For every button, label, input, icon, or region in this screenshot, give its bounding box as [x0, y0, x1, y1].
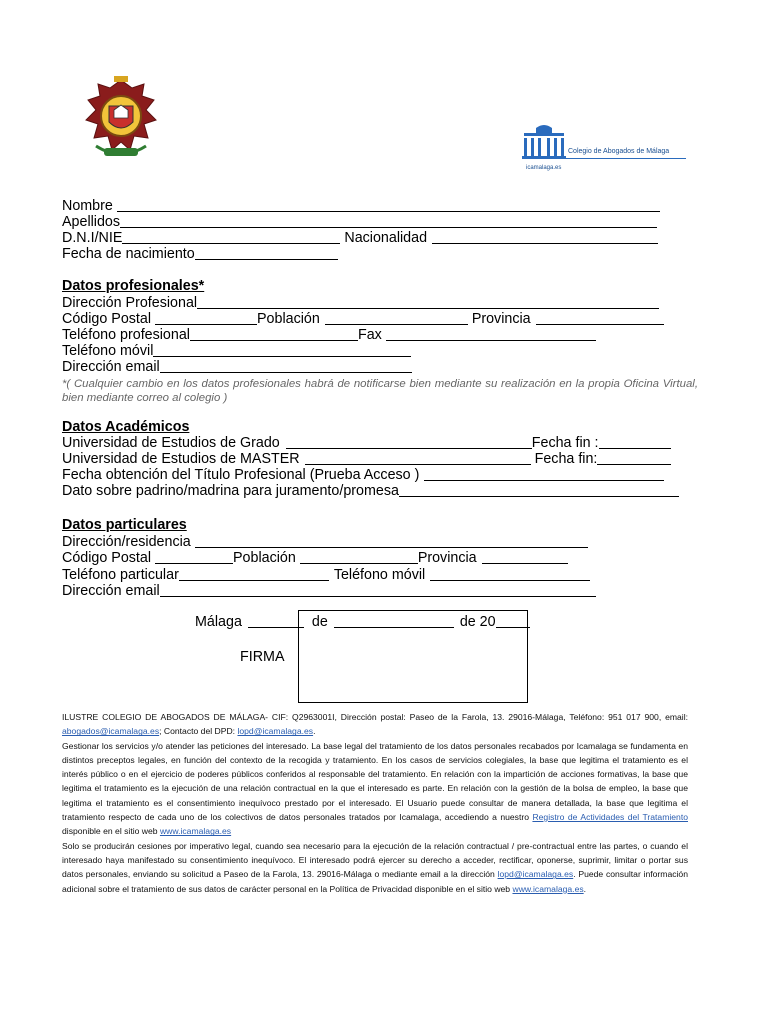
logo-site: icamalaga.es: [526, 165, 562, 171]
input-line-fecha-fin-grado[interactable]: [599, 436, 671, 449]
field-apellidos[interactable]: [62, 214, 657, 230]
legal-notice: [62, 710, 688, 896]
legal-text: Solo se producirán cesiones por imperativo legal, cuando sea necesario para la ejecución de la relación contractual / pre-contractual entre las partes, o cuando el interesado haya manifestado su consentimiento inequívoco. El interesado podrá ejercer su derecho a acceder, rectificar, oponerse, suprimir, limitar o portar sus datos personales, enviando su solicitud a Paseo de la Farola, 13. 29016-Málaga o mediante email a la dirección: [62, 840, 688, 880]
input-line-particular-email[interactable]: [160, 584, 596, 597]
legal-paragraph-2: [62, 739, 688, 839]
label-fecha-fin-grado: Fecha fin :: [531, 435, 599, 451]
label-padrino: Dato sobre padrino/madrina para juramento/promesa: [62, 483, 399, 499]
label-provincia: Provincia: [471, 311, 531, 327]
label-particular-email: Dirección email: [62, 583, 160, 599]
input-line-fecha-fin-master[interactable]: [597, 452, 671, 465]
label-codigo-postal: Código Postal: [62, 311, 152, 327]
field-cp-poblacion-provincia[interactable]: [62, 311, 664, 327]
field-nombre[interactable]: [62, 198, 660, 214]
input-line-telefono-particular[interactable]: [179, 568, 329, 581]
label-direccion-email: Dirección email: [62, 359, 160, 375]
input-line-nacionalidad[interactable]: [432, 231, 658, 244]
field-telefono-movil[interactable]: [62, 343, 411, 359]
coat-of-arms-crest: [76, 76, 166, 166]
heading-datos-academicos: Datos Académicos: [62, 419, 190, 435]
label-fecha-nacimiento: Fecha de nacimiento: [62, 246, 195, 262]
input-line-titulo-profesional[interactable]: [424, 468, 664, 481]
input-line-padrino[interactable]: [399, 484, 679, 497]
input-line-grado[interactable]: [286, 436, 532, 449]
label-de-20: de 20: [459, 614, 496, 630]
label-dni: D.N.I/NIE: [62, 230, 123, 246]
label-particular-codigo-postal: Código Postal: [62, 550, 152, 566]
input-line-direccion-email[interactable]: [160, 360, 412, 373]
label-firma: FIRMA: [240, 649, 285, 665]
label-titulo-profesional: Fecha obtención del Título Profesional (Prueba Acceso ): [62, 467, 420, 483]
label-master: Universidad de Estudios de MASTER: [62, 451, 300, 467]
field-direccion-residencia[interactable]: [62, 534, 588, 550]
label-fax: Fax: [357, 327, 382, 343]
input-line-master[interactable]: [305, 452, 531, 465]
legal-text: disponible en el sitio web: [62, 826, 160, 837]
label-particular-provincia: Provincia: [417, 550, 477, 566]
input-line-particular-provincia[interactable]: [482, 551, 568, 564]
field-particular-email[interactable]: [62, 583, 596, 599]
input-line-codigo-postal[interactable]: [155, 312, 257, 325]
label-nombre: Nombre: [62, 198, 113, 214]
label-grado: Universidad de Estudios de Grado: [62, 435, 280, 451]
input-line-telefono-movil[interactable]: [153, 344, 411, 357]
input-line-nombre[interactable]: [117, 199, 660, 212]
input-line-day[interactable]: [248, 615, 304, 628]
field-padrino[interactable]: [62, 483, 679, 499]
label-telefono-particular: Teléfono particular: [62, 567, 179, 583]
label-malaga: Málaga: [195, 614, 242, 630]
field-particular-cp-poblacion-provincia[interactable]: [62, 550, 568, 566]
field-titulo-profesional[interactable]: [62, 467, 664, 483]
field-particular-telefonos[interactable]: [62, 567, 590, 583]
label-direccion-residencia: Dirección/residencia: [62, 534, 191, 550]
profesionales-note: *( Cualquier cambio en los datos profesionales habrá de notificarse bien mediante su realización en la propia Oficina Virtual, bien mediante correo al colegio ): [62, 378, 698, 404]
input-line-apellidos[interactable]: [120, 215, 657, 228]
label-de: de: [311, 614, 328, 630]
input-line-particular-movil[interactable]: [430, 568, 590, 581]
label-telefono-movil: Teléfono móvil: [62, 343, 154, 359]
email-abogados-link[interactable]: abogados@icamalaga.es: [62, 726, 160, 737]
legal-text: ; Contacto del DPD:: [159, 726, 238, 737]
input-line-particular-poblacion[interactable]: [300, 551, 418, 564]
legal-paragraph-3: [62, 839, 688, 896]
field-telefono-fax[interactable]: [62, 327, 596, 343]
heading-datos-particulares: Datos particulares: [62, 517, 187, 533]
label-particular-movil: Teléfono móvil: [333, 567, 426, 583]
input-line-telefono-profesional[interactable]: [190, 328, 358, 341]
input-line-dni[interactable]: [122, 231, 340, 244]
registro-actividades-link[interactable]: Registro de Actividades del Tratamiento: [532, 812, 688, 823]
field-direccion-email[interactable]: [62, 359, 412, 375]
input-line-poblacion[interactable]: [325, 312, 468, 325]
field-grado[interactable]: [62, 435, 671, 451]
label-direccion-profesional: Dirección Profesional: [62, 295, 198, 311]
label-fecha-fin-master: Fecha fin:: [534, 451, 598, 467]
field-fecha-nacimiento[interactable]: [62, 246, 338, 262]
legal-text: ILUSTRE COLEGIO DE ABOGADOS DE MÁLAGA- CIF: Q2963001I, Dirección postal: Paseo de la Farola, 13. 29016-Málaga, Teléfono: 951 017 900, email:: [62, 712, 688, 722]
legal-text: .: [313, 726, 316, 737]
input-line-direccion-profesional[interactable]: [197, 296, 659, 309]
field-dni-nacionalidad[interactable]: [62, 230, 658, 246]
field-direccion-profesional[interactable]: [62, 295, 659, 311]
legal-text: .: [583, 883, 587, 894]
email-lopd-link-2[interactable]: lopd@icamalaga.es: [497, 869, 574, 880]
signature-box[interactable]: [298, 610, 528, 703]
legal-text: Gestionar los servicios y/o atender las peticiones del interesado. La base legal del tratamiento de los datos personales recabados por Icamalaga se fundamenta en distintos preceptos legales, en función del contexto de la recogida y tratamiento. En los casos de servicios colegiales, la base que legitima el tratamiento es el interés público o en el ejercicio de poderes públicos conferidos al responsable del tratamiento. En relación con la impartición de acciones formativas, la base que legitima el tratamiento es la ejecución de una relación contractual en la que el interesado es parte. En relación con la gestión de la bolsa de empleo, la base que legitima el tratamiento es el consentimiento inequívoco prestado por el interesado. El Usuario puede consultar de manera detallada, la base que legitima el tratamiento respecto de cada uno de los colectivos de datos personales tratados por Icamalaga, accediendo a nuestro: [62, 740, 688, 823]
input-line-provincia[interactable]: [536, 312, 664, 325]
input-line-fax[interactable]: [386, 328, 596, 341]
email-lopd-link[interactable]: lopd@icamalaga.es: [237, 726, 314, 737]
label-telefono-profesional: Teléfono profesional: [62, 327, 190, 343]
legal-paragraph-1: [62, 710, 688, 739]
legal-text: . Puede consultar información adicional sobre el tratamiento de sus datos de carácter personal en la Política de Privacidad disponible en el sitio web: [62, 869, 688, 894]
label-particular-poblacion: Población: [233, 550, 296, 566]
website-link-2[interactable]: www.icamalaga.es: [512, 883, 584, 894]
input-line-fecha-nacimiento[interactable]: [195, 247, 338, 260]
input-line-particular-codigo-postal[interactable]: [155, 551, 233, 564]
colegio-logo: [514, 122, 694, 178]
label-nacionalidad: Nacionalidad: [344, 230, 428, 246]
label-poblacion: Población: [257, 311, 320, 327]
logo-name: Colegio de Abogados de Málaga: [568, 148, 670, 155]
website-link[interactable]: www.icamalaga.es: [159, 826, 232, 837]
field-master[interactable]: [62, 451, 671, 467]
heading-datos-profesionales: Datos profesionales*: [62, 278, 205, 294]
label-apellidos: Apellidos: [62, 214, 121, 230]
input-line-direccion-residencia[interactable]: [195, 535, 588, 548]
